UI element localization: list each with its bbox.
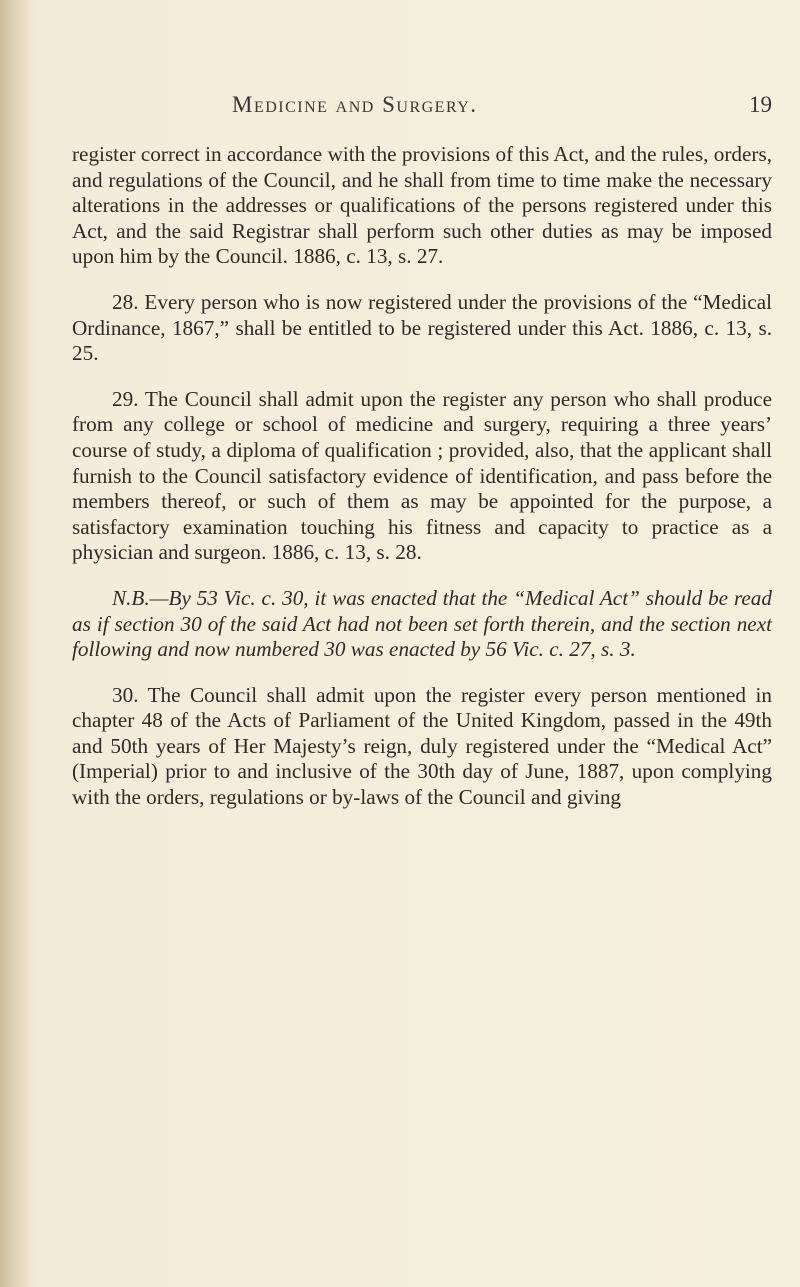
page-spine-shadow (0, 0, 30, 1287)
page-number: 19 (749, 92, 772, 117)
nota-bene-note: N.B.—By 53 Vic. c. 30, it was enacted that the “Medical Act” should be read as if section 30 of the said Act had not been set forth therein, and the section next following and now numbered 30 was enacted by 56 Vic. c. 27, s. 3. (72, 585, 772, 662)
section-30: 30. The Council shall admit upon the register every person mentioned in chapter 48 of the Acts of Parliament of the United Kingdom, passed in the 49th and 50th years of Her Majesty’s reign, duly registered under the “Medical Act” (Imperial) prior to and inclusive of the 30th day of June, 1887, upon complying with the orders, regulations or by-laws of the Council and giving (72, 682, 772, 810)
page-header (232, 92, 772, 122)
running-title: Medicine and Surgery. (232, 92, 478, 117)
page-body (72, 142, 772, 831)
continued-paragraph: register correct in accordance with the provisions of this Act, and the rules, orders, and regulations of the Council, and he shall from time to time make the necessary alterations in the addresses or qualifications of the persons registered under this Act, and the said Registrar shall perform such other duties as may be imposed upon him by the Council. 1886, c. 13, s. 27. (72, 142, 772, 269)
section-29: 29. The Council shall admit upon the register any person who shall produce from any college or school of medicine and surgery, requiring a three years’ course of study, a diploma of qualification ; provided, also, that the applicant shall furnish to the Council satisfactory evidence of identification, and pass before the members thereof, or such of them as may be appointed for the purpose, a satisfactory examination touching his fitness and capacity to practice as a physician and surgeon. 1886, c. 13, s. 28. (72, 386, 772, 565)
section-28: 28. Every person who is now registered under the provisions of the “Medical Ordinance, 1867,” shall be entitled to be registered under this Act. 1886, c. 13, s. 25. (72, 289, 772, 366)
